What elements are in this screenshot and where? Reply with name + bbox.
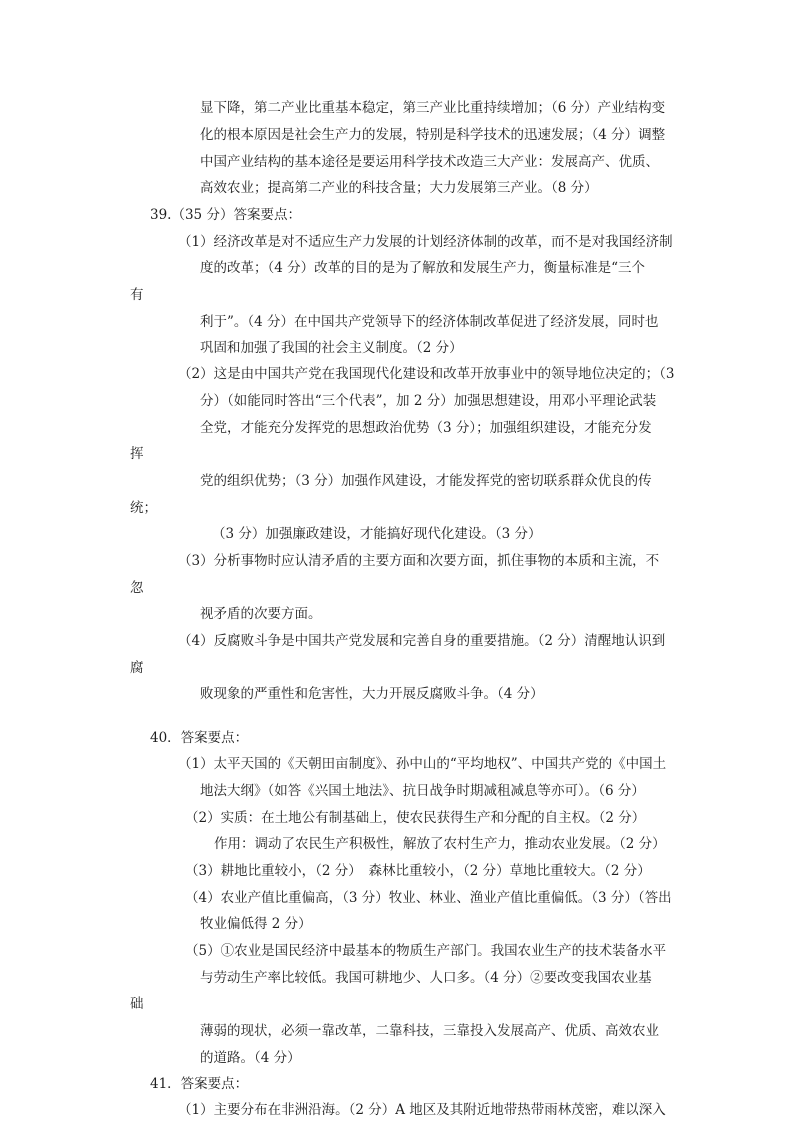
text-line: 地法大纲》（如答《兴国土地法》、抗日战争时期减租减息等亦可）。（6 分） [200,783,645,799]
text-line: 视矛盾的次要方面。 [200,606,322,622]
text-line: 败现象的严重性和危害性，大力开展反腐败斗争。（4 分） [200,686,544,702]
text-line: （3）耕地比重较小，（2 分） 森林比重较小，（2 分）草地比重较大。（2 分） [185,863,651,879]
text-line: 化的根本原因是社会生产力的发展，特别是科学技术的迅速发展；（4 分）调整 [200,127,666,143]
text-line: 分）（如能同时答出“三个代表”，加 2 分）加强思想建设，用邓小平理论武装 [200,393,657,409]
text-line: （5）①农业是国民经济中最基本的物质生产部门。我国农业生产的技术装备水平 [185,943,667,959]
text-line: （3）分析事物时应认清矛盾的主要方面和次要方面，抓住事物的本质和主流，不 [178,553,660,569]
text-line: 显下降，第二产业比重基本稳定，第三产业比重持续增加；（6 分）产业结构变 [200,100,666,116]
text-line: （3 分）加强廉政建设，才能搞好现代化建设。（3 分） [212,526,542,542]
text-line: （4）农业产值比重偏高，（3 分）牧业、林业、渔业产值比重偏低。（3 分）（答出 [185,890,672,906]
question-heading: 41．答案要点： [150,1076,249,1092]
text-line: 全党，才能充分发挥党的思想政治优势（3 分）；加强组织建设，才能充分发 [200,420,652,436]
question-heading: 39.（35 分）答案要点： [150,207,301,223]
question-heading: 40．答案要点： [150,730,249,746]
text-line: 有 [130,287,144,303]
text-line: （2）实质：在土地公有制基础上，使农民获得生产和分配的自主权。（2 分） [185,810,646,826]
text-line: 党的组织优势；（3 分）加强作风建设，才能发挥党的密切联系群众优良的传 [200,473,652,489]
text-line: 挥 [130,446,144,462]
text-line: 中国产业结构的基本途径是要运用科学技术改造三大产业：发展高产、优质、 [200,154,659,170]
text-line: 巩固和加强了我国的社会主义制度。（2 分） [200,340,463,356]
text-line: （4）反腐败斗争是中国共产党发展和完善自身的重要措施。（2 分）清醒地认识到 [178,633,666,649]
text-line: 忽 [130,580,144,596]
text-line: 础 [130,996,144,1012]
text-line: 度的改革；（4 分）改革的目的是为了解放和发展生产力，衡量标准是“三个 [200,260,646,276]
text-line: 作用：调动了农民生产积极性，解放了农村生产力，推动农业发展。（2 分） [214,836,666,852]
text-line: （1）主要分布在非洲沿海。（2 分）A 地区及其附近地带热带雨林茂密，难以深入 [178,1102,666,1118]
text-line: 统； [130,500,157,516]
text-line: 牧业偏低得 2 分） [200,916,312,932]
text-line: （1）经济改革是对不适应生产力发展的计划经济体制的改革，而不是对我国经济制 [178,234,673,250]
text-line: 薄弱的现状，必须一靠改革，二靠科技，三靠投入发展高产、优质、高效农业 [200,1023,659,1039]
text-line: 的道路。（4 分） [200,1050,301,1066]
text-line: 腐 [130,660,144,676]
text-line: （2）这是由中国共产党在我国现代化建设和改革开放事业中的领导地位决定的；（3 [178,366,675,382]
text-line: 高效农业；提高第二产业的科技含量；大力发展第三产业。（8 分） [200,180,598,196]
text-line: （1）太平天国的《天朝田亩制度》、孙中山的“平均地权”、中国共产党的《中国土 [178,756,667,772]
text-line: 与劳动生产率比较低。我国可耕地少、人口多。（4 分）②要改变我国农业基 [200,970,652,986]
text-line: 利于”。（4 分）在中国共产党领导下的经济体制改革促进了经济发展，同时也 [200,314,659,330]
